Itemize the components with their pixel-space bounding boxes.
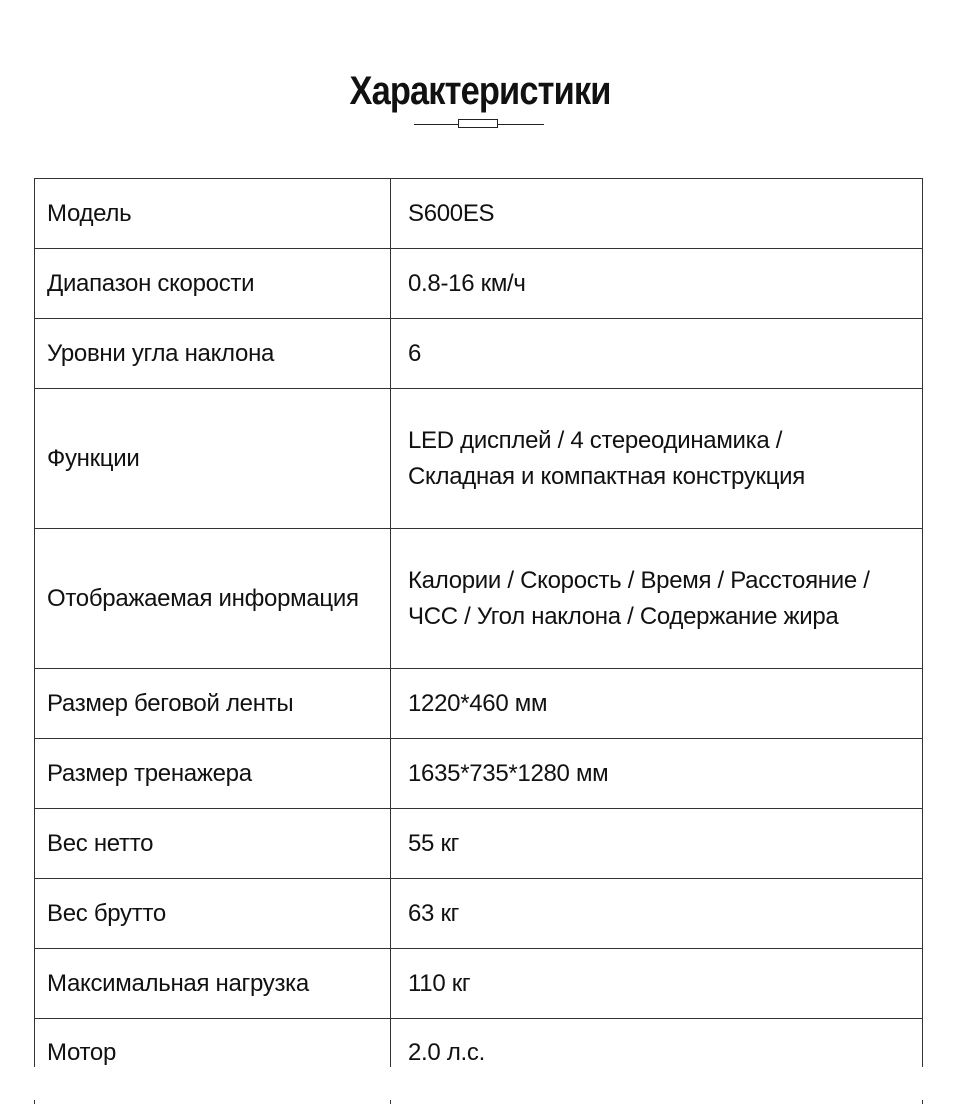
table-row bbox=[35, 809, 923, 879]
spec-label: Вес брутто bbox=[35, 879, 391, 949]
spec-label: Вес нетто bbox=[35, 809, 391, 879]
table-row bbox=[35, 669, 923, 739]
spec-label: Максимальная нагрузка bbox=[35, 949, 391, 1019]
table-row bbox=[35, 179, 923, 249]
spec-value: S600ES bbox=[391, 179, 923, 249]
page-title: Характеристики bbox=[67, 65, 893, 117]
spec-value bbox=[391, 529, 923, 669]
spec-value: 55 кг bbox=[391, 809, 923, 879]
spec-table bbox=[34, 178, 923, 1104]
spec-label: Функции bbox=[35, 389, 391, 529]
table-row bbox=[35, 389, 923, 529]
spec-value-line: Складная и компактная конструкция bbox=[408, 459, 910, 495]
table-row bbox=[35, 879, 923, 949]
table-row bbox=[35, 249, 923, 319]
spec-label: Диапазон скорости bbox=[35, 249, 391, 319]
spec-value: 110 кг bbox=[391, 949, 923, 1019]
table-row bbox=[35, 529, 923, 669]
divider-box bbox=[458, 119, 498, 128]
spec-label: Отображаемая информация bbox=[35, 529, 391, 669]
spec-value-line: LED дисплей / 4 стереодинамика / bbox=[408, 423, 910, 459]
spec-value-line: Калории / Скорость / Время / Расстояние / bbox=[408, 563, 910, 599]
table-row bbox=[35, 949, 923, 1019]
table-row bbox=[35, 739, 923, 809]
table-row bbox=[35, 319, 923, 389]
spec-label: Размер тренажера bbox=[35, 739, 391, 809]
spec-value bbox=[391, 389, 923, 529]
spec-label: Уровни угла наклона bbox=[35, 319, 391, 389]
title-divider bbox=[414, 118, 544, 130]
spec-value-line: ЧСС / Угол наклона / Содержание жира bbox=[408, 599, 910, 635]
spec-label: Мотор bbox=[35, 1019, 391, 1104]
spec-label: Размер беговой ленты bbox=[35, 669, 391, 739]
spec-value: 0.8-16 км/ч bbox=[391, 249, 923, 319]
spec-label: Модель bbox=[35, 179, 391, 249]
spec-value: 2.0 л.с. bbox=[391, 1019, 923, 1104]
page-bottom-edge bbox=[0, 1067, 960, 1100]
spec-value: 63 кг bbox=[391, 879, 923, 949]
spec-value: 1635*735*1280 мм bbox=[391, 739, 923, 809]
spec-value: 6 bbox=[391, 319, 923, 389]
spec-value: 1220*460 мм bbox=[391, 669, 923, 739]
